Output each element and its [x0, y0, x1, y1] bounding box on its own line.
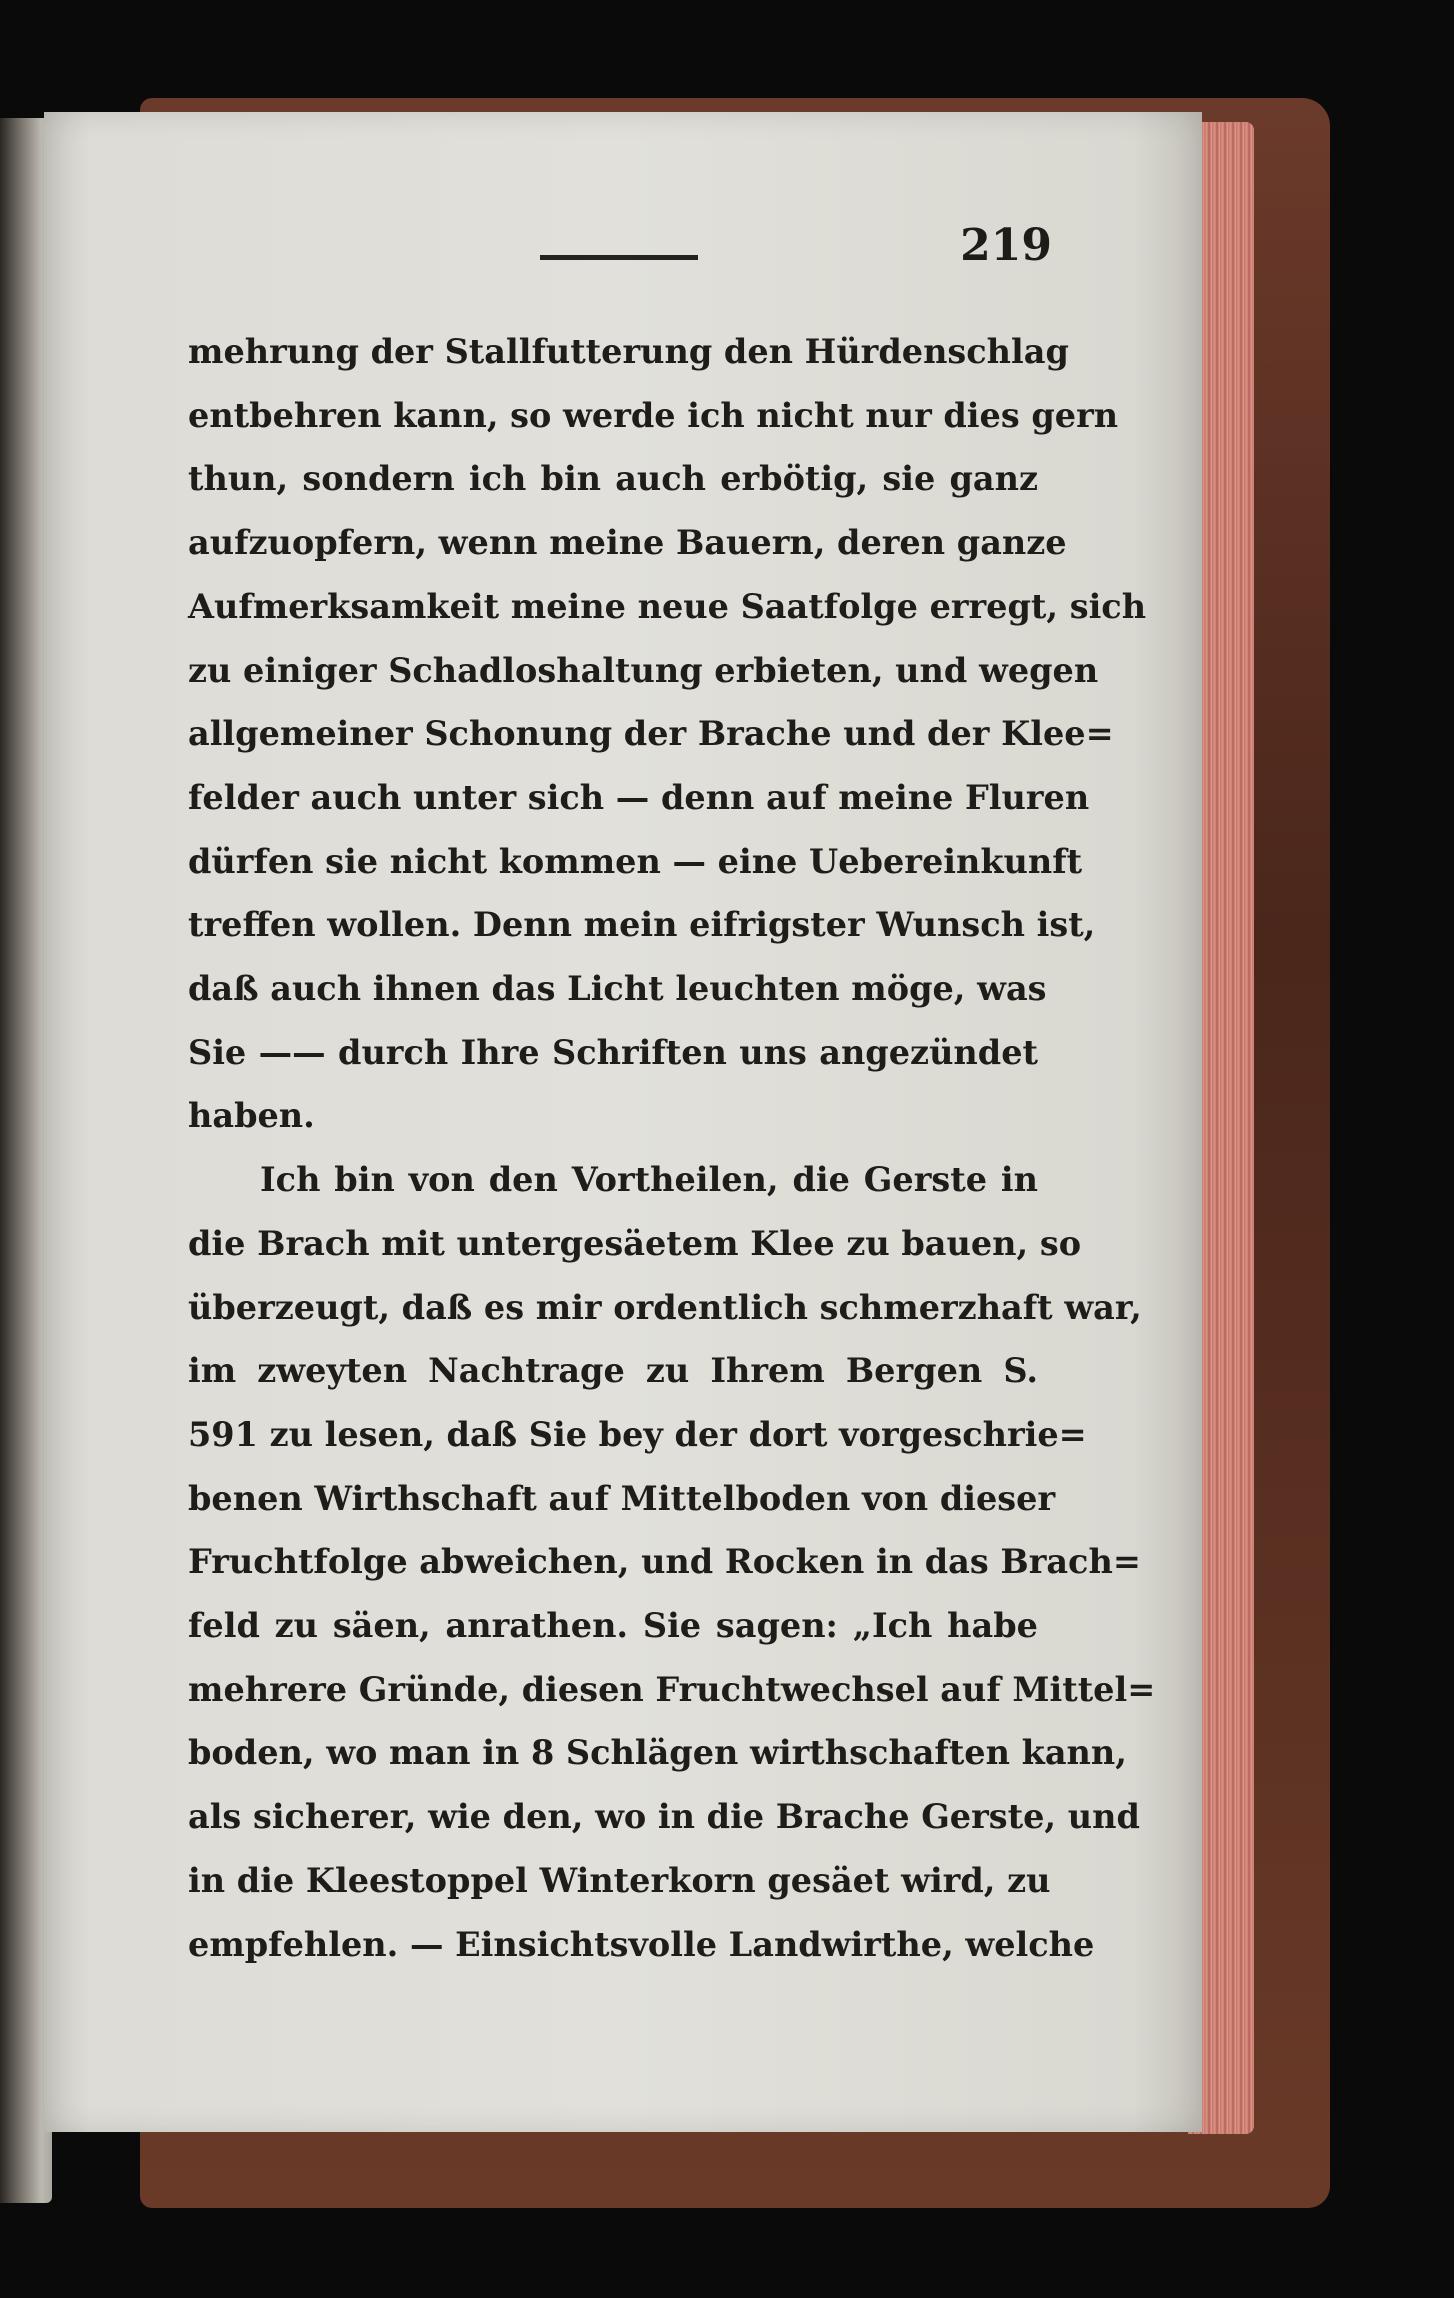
text-line: entbehren kann, so werde ich nicht nur dies gern — [188, 395, 1119, 435]
text-line: allgemeiner Schonung der Brache und der Klee= — [188, 714, 1114, 754]
text-line: Aufmerksamkeit meine neue Saatfolge erregt, sich — [188, 586, 1147, 626]
text-line: im zweyten Nachtrage zu Ihrem Bergen S. — [188, 1351, 1038, 1391]
text-line: die Brach mit untergesäetem Klee zu bauen, so — [188, 1223, 1082, 1263]
paragraph-2 — [188, 1148, 1156, 1976]
body-text — [188, 320, 1156, 1976]
text-line: felder auch unter sich — denn auf meine Fluren — [188, 777, 1090, 817]
page-number: 219 — [960, 220, 1052, 271]
text-line: zu einiger Schadloshaltung erbieten, und wegen — [188, 650, 1099, 690]
header-rule — [540, 255, 698, 260]
text-line: in die Kleestoppel Winterkorn gesäet wird, zu — [188, 1860, 1051, 1900]
text-line: daß auch ihnen das Licht leuchten möge, was — [188, 969, 1047, 1009]
text-line: mehrere Gründe, diesen Fruchtwechsel auf Mittel= — [188, 1669, 1156, 1709]
text-line: benen Wirthschaft auf Mittelboden von dieser — [188, 1478, 1056, 1518]
text-line: empfehlen. — Einsichtsvolle Landwirthe, welche — [188, 1924, 1095, 1964]
text-line: haben. — [188, 1096, 315, 1136]
text-line: Ich bin von den Vortheilen, die Gerste in — [260, 1160, 1038, 1200]
text-line: thun, sondern ich bin auch erbötig, sie ganz — [188, 459, 1038, 499]
text-line: feld zu säen, anrathen. Sie sagen: „Ich habe — [188, 1606, 1038, 1646]
text-line: überzeugt, daß es mir ordentlich schmerzhaft war, — [188, 1287, 1142, 1327]
paragraph-1 — [188, 320, 1147, 1148]
text-line: 591 zu lesen, daß Sie bey der dort vorgeschrie= — [188, 1414, 1087, 1454]
text-line: als sicherer, wie den, wo in die Brache Gerste, und — [188, 1797, 1140, 1837]
text-line: Sie —— durch Ihre Schriften uns angezündet — [188, 1032, 1038, 1072]
text-line: mehrung der Stallfutterung den Hürdenschlag — [188, 332, 1069, 371]
text-line: treffen wollen. Denn mein eifrigster Wunsch ist, — [188, 905, 1096, 945]
text-line: Fruchtfolge abweichen, und Rocken in das Brach= — [188, 1542, 1141, 1582]
text-line: aufzuopfern, wenn meine Bauern, deren ganze — [188, 523, 1067, 563]
text-line: dürfen sie nicht kommen — eine Uebereinkunft — [188, 841, 1083, 881]
text-line: boden, wo man in 8 Schlägen wirthschaften kann, — [188, 1733, 1127, 1773]
